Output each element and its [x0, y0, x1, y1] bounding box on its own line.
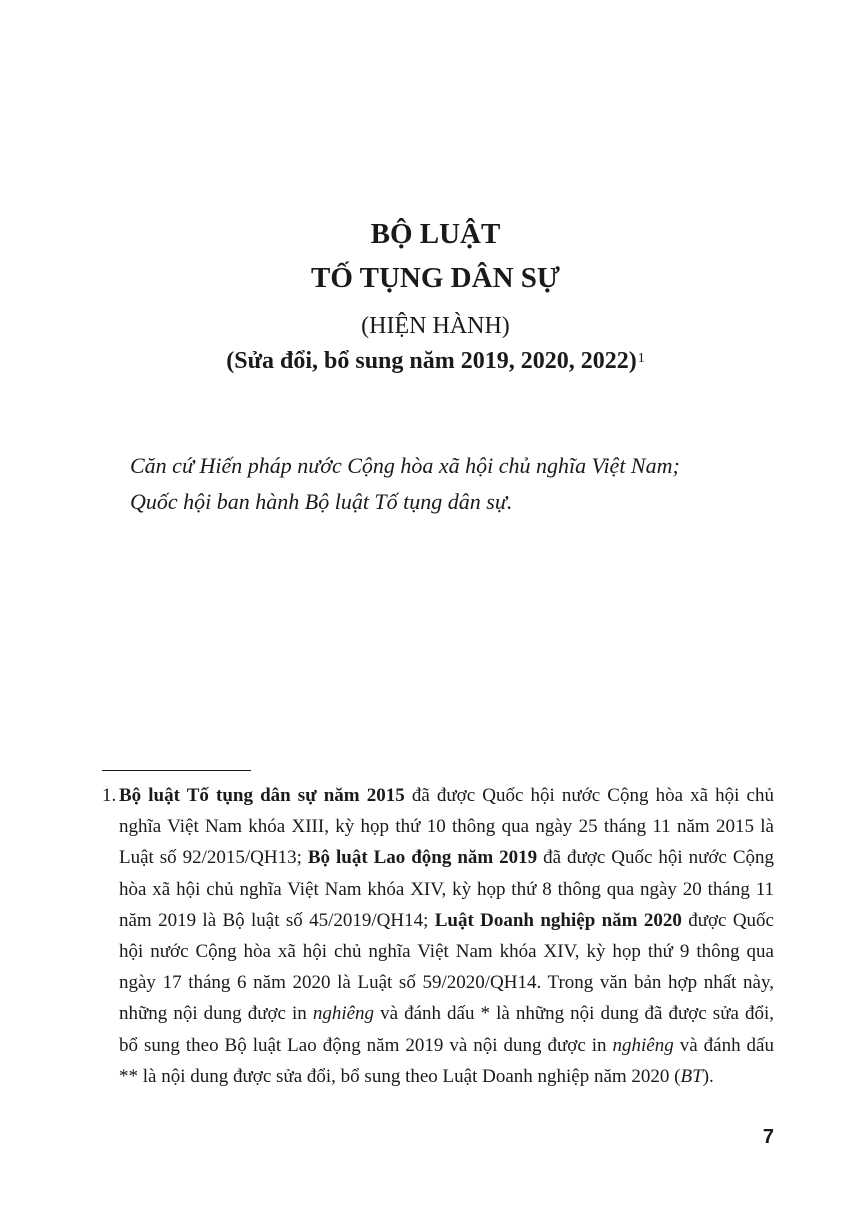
footnote [102, 780, 774, 1092]
footnote-italic-9: nghiêng [612, 1034, 674, 1056]
footnote-text-10: và đánh dấu ** là nội dung được sửa đổi, bổ sung theo Luật Doanh nghiệp năm 2020 ( [119, 1034, 774, 1087]
footnote-bold-3: Bộ luật Lao động năm 2019 [307, 847, 538, 869]
preamble-line-2: Quốc hội ban hành Bộ luật Tố tụng dân sự. [130, 489, 513, 514]
footnote-italic-11: BT [680, 1065, 703, 1087]
amendment-text: (Sửa đổi, bổ sung năm 2019, 2020, 2022) [226, 348, 637, 374]
footnote-number: 1. [102, 785, 117, 806]
subtitle: (HIỆN HÀNH) [361, 313, 510, 339]
footnote-text-6: được Quốc hội nước Cộng hòa xã hội chủ nghĩa Việt Nam khóa XIV, kỳ họp thứ 9 thông qua ngày 17 tháng 6 năm 2020 là Luật số 59/2020/QH14. Trong văn bản hợp nhất này, những nội dung được in [119, 909, 774, 1025]
footnote-italic-7: nghiêng [312, 1003, 375, 1025]
footnote-bold-1: Bộ luật Tố tụng dân sự năm 2015 [119, 785, 405, 806]
footnote-text-4: đã được Quốc hội nước Cộng hòa xã hội chủ nghĩa Việt Nam khóa XIV, kỳ họp thứ 8 thông qua ngày 20 tháng 11 năm 2019 là Bộ luật số 45/2019/QH14; [119, 847, 774, 931]
preamble-line-1: Căn cứ Hiến pháp nước Cộng hòa xã hội chủ nghĩa Việt Nam; [130, 453, 680, 478]
footnote-text-8: và đánh dấu * là những nội dung đã được sửa đổi, bổ sung theo Bộ luật Lao động năm 2019 và nội dung được in [119, 1003, 775, 1056]
footnote-text [102, 780, 774, 1092]
footnote-reference[interactable]: 1 [637, 351, 645, 366]
title-line-2: TỐ TỤNG DÂN SỰ [311, 262, 560, 294]
title-line-1: BỘ LUẬT [370, 218, 501, 250]
page-number: 7 [762, 1126, 774, 1148]
footnote-bold-5: Luật Doanh nghiệp năm 2020 [434, 909, 682, 931]
footnote-text-12: ). [702, 1065, 714, 1087]
footnote-text-2: đã được Quốc hội nước Cộng hòa xã hội chủ nghĩa Việt Nam khóa XIII, kỳ họp thứ 10 thông qua ngày 25 tháng 11 năm 2015 là Luật số 92/2015/QH13; [119, 785, 774, 869]
preamble [130, 448, 680, 520]
amendment-line [14, 344, 857, 378]
footnote-divider [102, 770, 251, 771]
title-block [0, 212, 857, 378]
